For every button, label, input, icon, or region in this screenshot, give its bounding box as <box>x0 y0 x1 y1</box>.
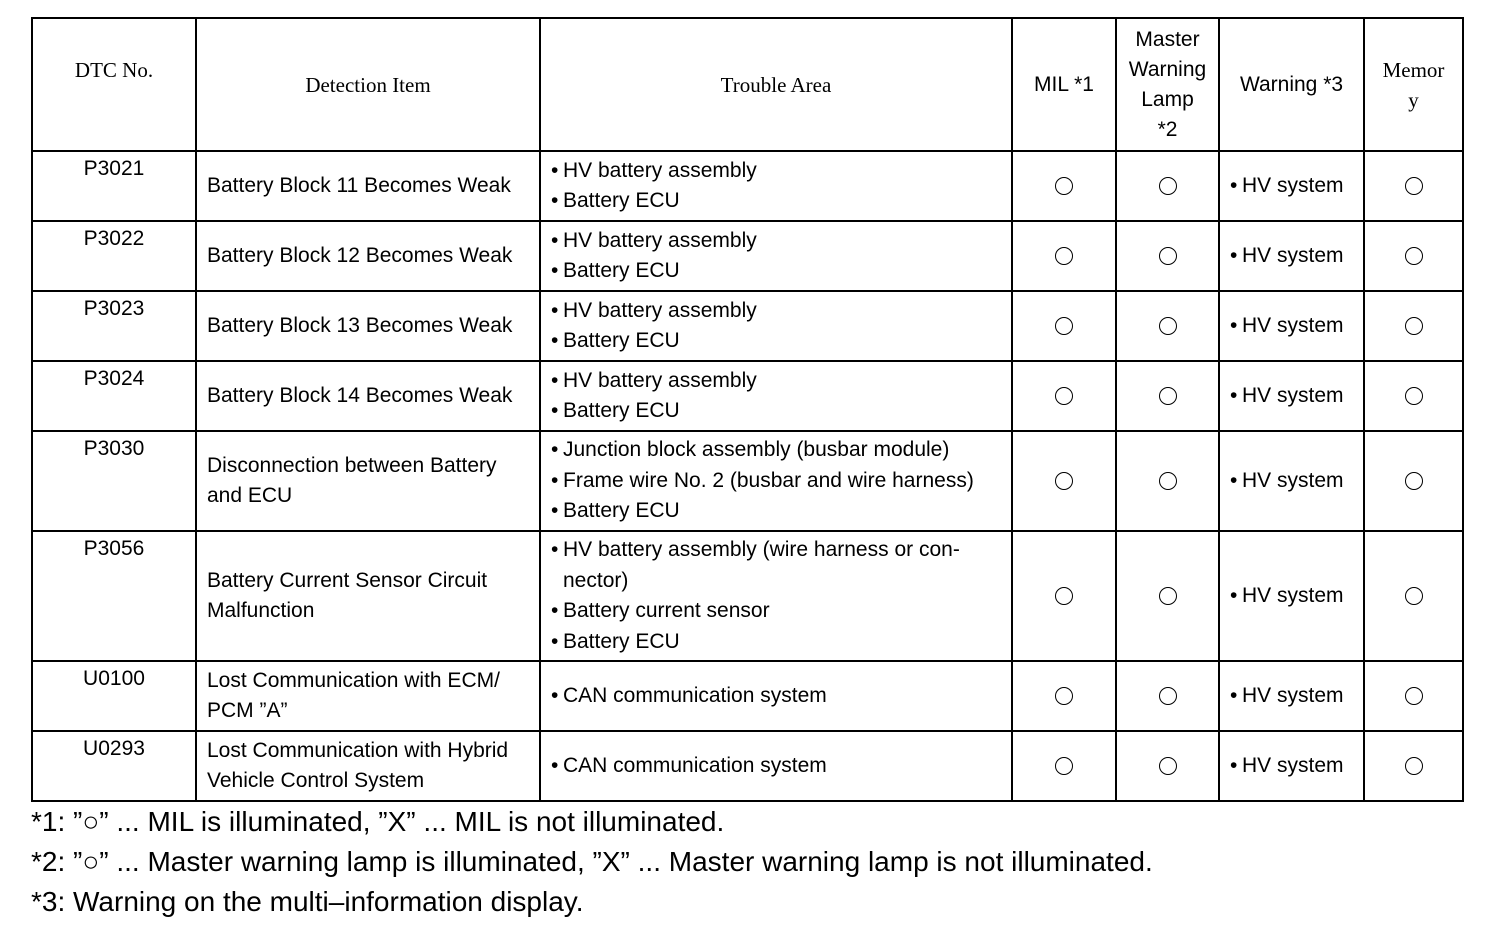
bullet-icon: • <box>551 499 559 523</box>
trouble-area-line-text: Junction block assembly (busbar module) <box>563 438 950 462</box>
trouble-area-line <box>551 681 1005 712</box>
trouble-area <box>540 531 1012 661</box>
header-memory <box>1364 18 1463 151</box>
master-warning-cell <box>1116 431 1219 531</box>
trouble-area-line-text: CAN communication system <box>563 683 827 707</box>
trouble-area-line-text: Battery ECU <box>563 399 680 422</box>
circle-mark-icon <box>1055 387 1073 405</box>
warning-line-text: HV system <box>1242 174 1344 197</box>
table-row <box>32 151 1463 221</box>
trouble-area <box>540 661 1012 731</box>
warning-cell <box>1219 431 1364 531</box>
trouble-area-line-text: Frame wire No. 2 (busbar and wire harness) <box>563 468 974 492</box>
footnote-1: *1: ”○” ... MIL is illuminated, ”X” ... MIL is not illuminated. <box>31 806 725 837</box>
master-warning-cell <box>1116 361 1219 431</box>
bullet-icon: • <box>551 753 559 777</box>
warning-cell <box>1219 361 1364 431</box>
detection-item <box>196 151 540 221</box>
trouble-area <box>540 151 1012 221</box>
detection-item-line: Lost Communication with Hybrid <box>207 739 509 762</box>
bullet-icon: • <box>1230 244 1238 267</box>
memory-cell <box>1364 361 1463 431</box>
master-warning-cell <box>1116 731 1219 801</box>
circle-mark-icon <box>1055 247 1073 265</box>
warning-line-text: HV system <box>1242 584 1344 607</box>
trouble-area-line <box>551 366 1005 397</box>
trouble-area-line <box>551 396 1005 427</box>
mil-cell <box>1012 531 1116 661</box>
detection-item-line: Battery Block 12 Becomes Weak <box>207 244 513 267</box>
trouble-area-line <box>551 496 1005 527</box>
dtc-code: P3021 <box>32 151 196 221</box>
trouble-area-line <box>551 566 1005 597</box>
master-warning-cell <box>1116 151 1219 221</box>
header-row <box>32 18 1463 151</box>
header-master-line: Master <box>1135 27 1200 51</box>
circle-mark-icon <box>1055 587 1073 605</box>
bullet-icon: • <box>1230 384 1238 407</box>
trouble-area <box>540 431 1012 531</box>
bullet-icon: • <box>551 438 559 462</box>
warning-cell <box>1219 151 1364 221</box>
trouble-area-line <box>551 156 1005 187</box>
detection-item <box>196 431 540 531</box>
trouble-area-line-text: HV battery assembly (wire harness or con- <box>563 538 960 561</box>
trouble-area-line-text: HV battery assembly <box>563 368 757 392</box>
mil-cell <box>1012 661 1116 731</box>
trouble-area-line <box>551 596 1005 627</box>
bullet-icon: • <box>551 599 559 622</box>
bullet-spacer <box>551 566 563 597</box>
bullet-icon: • <box>1230 174 1238 197</box>
circle-mark-icon <box>1055 757 1073 775</box>
mil-cell <box>1012 361 1116 431</box>
memory-cell <box>1364 221 1463 291</box>
trouble-area-line-text: Battery ECU <box>563 259 680 282</box>
trouble-area-line-text: Battery ECU <box>563 499 680 523</box>
circle-mark-icon <box>1405 757 1423 775</box>
detection-item <box>196 361 540 431</box>
bullet-icon: • <box>551 189 559 212</box>
memory-cell <box>1364 151 1463 221</box>
mil-cell <box>1012 151 1116 221</box>
trouble-area <box>540 731 1012 801</box>
bullet-icon: • <box>551 368 559 392</box>
detection-item-line: Malfunction <box>207 599 315 622</box>
warning-line-text: HV system <box>1242 469 1344 492</box>
trouble-area-line <box>551 226 1005 257</box>
footnote-3: *3: Warning on the multi–information display. <box>31 886 584 917</box>
detection-item-line: PCM ”A” <box>207 699 288 722</box>
detection-item-line: Battery Block 11 Becomes Weak <box>207 174 511 197</box>
circle-mark-icon <box>1055 177 1073 195</box>
trouble-area <box>540 291 1012 361</box>
header-master-warning-lamp <box>1116 18 1219 151</box>
bullet-icon: • <box>551 538 559 561</box>
circle-mark-icon <box>1055 317 1073 335</box>
warning-line <box>1230 751 1363 781</box>
dtc-code: U0100 <box>32 661 196 731</box>
header-mil: MIL *1 <box>1012 18 1116 151</box>
table-row <box>32 431 1463 531</box>
mil-cell <box>1012 221 1116 291</box>
dtc-code: P3024 <box>32 361 196 431</box>
detection-item-line: Battery Block 14 Becomes Weak <box>207 384 513 407</box>
memory-cell <box>1364 661 1463 731</box>
detection-item <box>196 221 540 291</box>
mil-cell <box>1012 291 1116 361</box>
trouble-area-line <box>551 256 1005 287</box>
warning-line-text: HV system <box>1242 754 1344 777</box>
trouble-area-line-text: Battery ECU <box>563 329 680 352</box>
bullet-icon: • <box>1230 314 1238 337</box>
detection-item-line: Battery Block 13 Becomes Weak <box>207 314 513 337</box>
warning-cell <box>1219 221 1364 291</box>
trouble-area-line <box>551 296 1005 327</box>
circle-mark-icon <box>1405 587 1423 605</box>
circle-mark-icon <box>1405 317 1423 335</box>
circle-mark-icon <box>1159 247 1177 265</box>
circle-mark-icon <box>1159 687 1177 705</box>
circle-mark-icon <box>1159 317 1177 335</box>
trouble-area-line-text: CAN communication system <box>563 753 827 777</box>
circle-mark-icon <box>1159 387 1177 405</box>
warning-cell <box>1219 731 1364 801</box>
header-master-line: Lamp <box>1141 87 1194 111</box>
warning-line-text: HV system <box>1242 314 1344 337</box>
header-master-line: *2 <box>1157 117 1178 141</box>
trouble-area-line-text: Battery current sensor <box>563 599 770 622</box>
circle-mark-icon <box>1159 177 1177 195</box>
mil-cell <box>1012 731 1116 801</box>
trouble-area-line <box>551 627 1005 658</box>
header-memory-line: y <box>1408 87 1419 112</box>
memory-cell <box>1364 431 1463 531</box>
bullet-icon: • <box>551 298 559 322</box>
bullet-icon: • <box>551 228 559 252</box>
circle-mark-icon <box>1405 472 1423 490</box>
detection-item <box>196 291 540 361</box>
table-row <box>32 661 1463 731</box>
dtc-code: P3023 <box>32 291 196 361</box>
trouble-area-line-text: nector) <box>563 568 629 592</box>
detection-item-line: Battery Current Sensor Circuit <box>207 569 488 592</box>
detection-item <box>196 661 540 731</box>
trouble-area-line <box>551 751 1005 782</box>
memory-cell <box>1364 291 1463 361</box>
bullet-icon: • <box>1230 584 1238 607</box>
warning-line <box>1230 241 1363 271</box>
circle-mark-icon <box>1055 687 1073 705</box>
warning-line <box>1230 381 1363 411</box>
circle-mark-icon <box>1405 247 1423 265</box>
warning-line <box>1230 581 1363 611</box>
header-detection-item: Detection Item <box>196 18 540 151</box>
dtc-code: U0293 <box>32 731 196 801</box>
bullet-icon: • <box>551 399 559 422</box>
table-row <box>32 291 1463 361</box>
footnote-2: *2: ”○” ... Master warning lamp is illuminated, ”X” ... Master warning lamp is not illuminated. <box>31 846 1153 877</box>
warning-line-text: HV system <box>1242 244 1344 267</box>
memory-cell <box>1364 731 1463 801</box>
footnotes <box>31 802 1153 922</box>
memory-cell <box>1364 531 1463 661</box>
bullet-icon: • <box>551 329 559 352</box>
trouble-area-line <box>551 186 1005 217</box>
master-warning-cell <box>1116 221 1219 291</box>
detection-item-line: Vehicle Control System <box>207 769 425 792</box>
trouble-area-line <box>551 435 1005 466</box>
trouble-area-line-text: Battery ECU <box>563 189 680 212</box>
header-trouble-area: Trouble Area <box>540 18 1012 151</box>
circle-mark-icon <box>1405 177 1423 195</box>
trouble-area <box>540 221 1012 291</box>
table-row <box>32 361 1463 431</box>
trouble-area-line <box>551 466 1005 497</box>
bullet-icon: • <box>551 629 559 653</box>
master-warning-cell <box>1116 531 1219 661</box>
header-dtc-no: DTC No. <box>32 18 196 151</box>
warning-line <box>1230 681 1363 711</box>
detection-item-line: Lost Communication with ECM/ <box>207 669 500 692</box>
dtc-code: P3022 <box>32 221 196 291</box>
trouble-area-line-text: HV battery assembly <box>563 298 757 322</box>
bullet-icon: • <box>1230 469 1238 492</box>
table-row <box>32 531 1463 661</box>
warning-line-text: HV system <box>1242 384 1344 407</box>
circle-mark-icon <box>1055 472 1073 490</box>
master-warning-cell <box>1116 291 1219 361</box>
bullet-icon: • <box>1230 754 1238 777</box>
dtc-code: P3056 <box>32 531 196 661</box>
detection-item <box>196 731 540 801</box>
warning-cell <box>1219 531 1364 661</box>
bullet-icon: • <box>551 158 559 182</box>
mil-cell <box>1012 431 1116 531</box>
circle-mark-icon <box>1405 687 1423 705</box>
warning-line <box>1230 466 1363 496</box>
header-memory-line: Memor <box>1382 57 1445 82</box>
warning-cell <box>1219 291 1364 361</box>
dtc-code: P3030 <box>32 431 196 531</box>
header-master-line: Warning <box>1128 57 1207 81</box>
trouble-area-line-text: HV battery assembly <box>563 158 757 182</box>
table-row <box>32 731 1463 801</box>
circle-mark-icon <box>1159 587 1177 605</box>
header-warning: Warning *3 <box>1219 18 1364 151</box>
warning-cell <box>1219 661 1364 731</box>
trouble-area <box>540 361 1012 431</box>
circle-mark-icon <box>1405 387 1423 405</box>
master-warning-cell <box>1116 661 1219 731</box>
warning-line <box>1230 311 1363 341</box>
bullet-icon: • <box>551 468 559 492</box>
detection-item-line: and ECU <box>207 484 293 507</box>
warning-line-text: HV system <box>1242 684 1344 707</box>
bullet-icon: • <box>551 259 559 282</box>
dtc-table <box>31 17 1464 802</box>
trouble-area-line <box>551 535 1005 566</box>
warning-line <box>1230 171 1363 201</box>
table-row <box>32 221 1463 291</box>
bullet-icon: • <box>551 683 559 707</box>
detection-item-line: Disconnection between Battery <box>207 454 497 477</box>
trouble-area-line-text: HV battery assembly <box>563 228 757 252</box>
circle-mark-icon <box>1159 757 1177 775</box>
trouble-area-line-text: Battery ECU <box>563 629 680 653</box>
trouble-area-line <box>551 326 1005 357</box>
bullet-icon: • <box>1230 684 1238 707</box>
circle-mark-icon <box>1159 472 1177 490</box>
detection-item <box>196 531 540 661</box>
